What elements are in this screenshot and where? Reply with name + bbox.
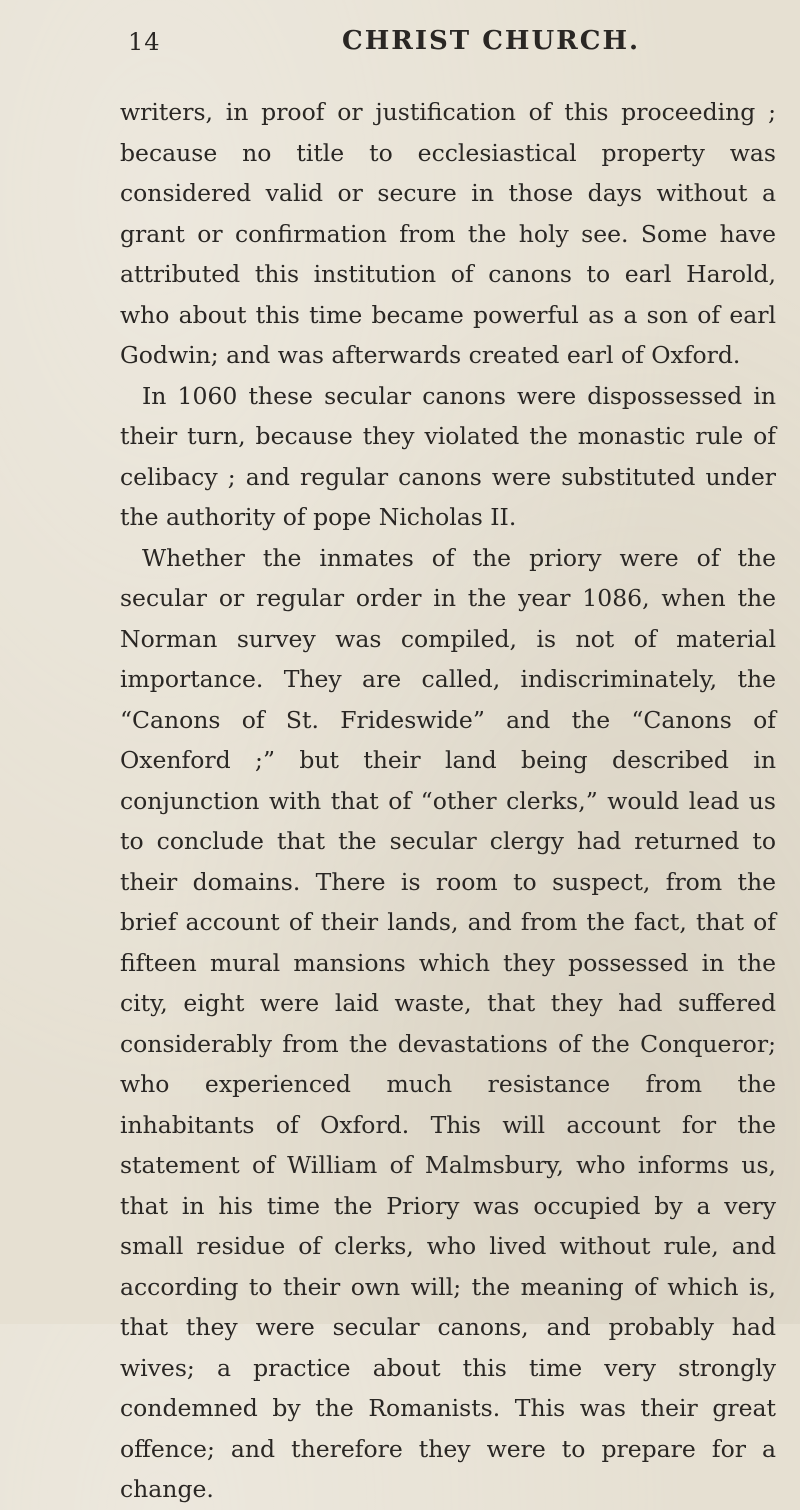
running-header [0,22,800,62]
paragraph-1: writers, in proof or justification of this proceeding ; because no title to ecclesiastical property was considered valid or secure in those days without a grant or confirmation from the holy see. Some have attributed this institution of canons to earl Harold, who about this time became powerful as a son of earl Godwin; and was afterwards created earl of Oxford. [120,98,776,369]
page-number: 14 [128,28,161,56]
running-title: CHRIST CHURCH. [342,26,641,56]
paragraph-2: In 1060 these secular canons were dispossessed in their turn, because they violated the monastic rule of celibacy ; and regular canons were substituted under the authority of pope Nicholas II. [120,381,776,531]
paragraph-3: Whether the inmates of the priory were of the secular or regular order in the year 1086, when the Norman survey was compiled, is not of material importance. They are called, indiscriminately, the “Canons of St. Frideswide” and the “Canons of Oxenford ;” but their land being described in conjunction with that of “other clerks,” would lead us to conclude that the secular clergy had returned to their domains. There is room to suspect, from the brief account of their lands, and from the fact, that of fifteen mural mansions which they possessed in the city, eight were laid waste, that they had suffered considerably from the devastations of the Conqueror; who experienced much resistance from the inhabitants of Oxford. This will account for the statement of William of Malmsbury, who informs us, that in his time the Priory was occupied by a very small residue of clerks, who lived without rule, and according to their own will; the meaning of which is, that they were secular canons, and probably had wives; a practice about this time very strongly condemned by the Romanists. This was their great offence; and therefore they were to prepare for a change. [120,543,776,1503]
body-text [120,92,776,1510]
